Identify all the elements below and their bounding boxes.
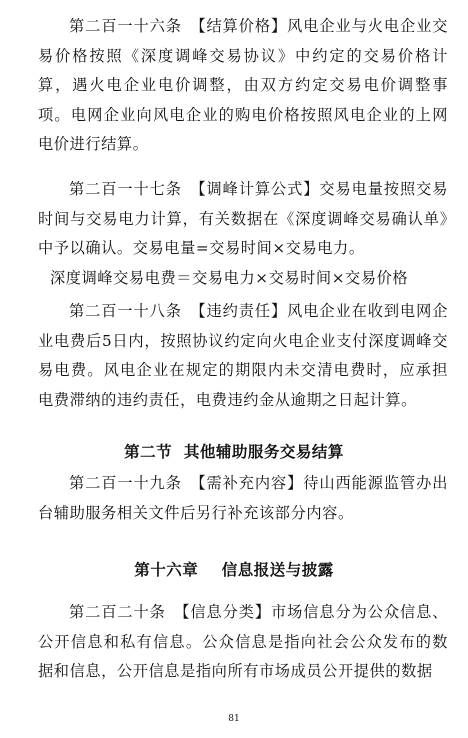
article-217-paragraph: 第二百一十七条 【调峰计算公式】交易电量按照交易时间与交易电力计算，有关数据在《深度调峰交易确认单》中予以确认。交易电量=交易时间×交易电力。 [38, 180, 448, 258]
article-218-paragraph: 第二百一十八条 【违约责任】风电企业在收到电网企业电费后5日内，按照协议约定向火电企业支付深度调峰交易电费。风电企业在规定的期限内未交清电费时，应承担电费滞纳的违约责任，电费违约金从逾期之日起计算。 [38, 302, 448, 409]
page-number: 81 [228, 714, 240, 724]
article-220-paragraph: 第二百二十条 【信息分类】市场信息分为公众信息、公开信息和私有信息。公众信息是指向社会公众发布的数据和信息，公开信息是指向所有市场成员公开提供的数据 [38, 603, 448, 681]
section-title: 第二节 其他辅助服务交易结算 [124, 443, 344, 461]
article-219-paragraph: 第二百一十九条 【需补充内容】待山西能源监管办出台辅助服务相关文件后另行补充该部分内容。 [38, 474, 448, 522]
chapter-title: 第十六章 信息报送与披露 [134, 561, 334, 579]
fee-formula: 深度调峰交易电费＝交易电力×交易时间×交易价格 [50, 269, 409, 287]
article-216-paragraph: 第二百一十六条 【结算价格】风电企业与火电企业交易价格按照《深度调峰交易协议》中约定的交易价格计算，遇火电企业电价调整，由双方约定交易电价调整事项。电网企业向风电企业的购电价格按照风电企业的上网电价进行结算。 [38, 17, 448, 154]
